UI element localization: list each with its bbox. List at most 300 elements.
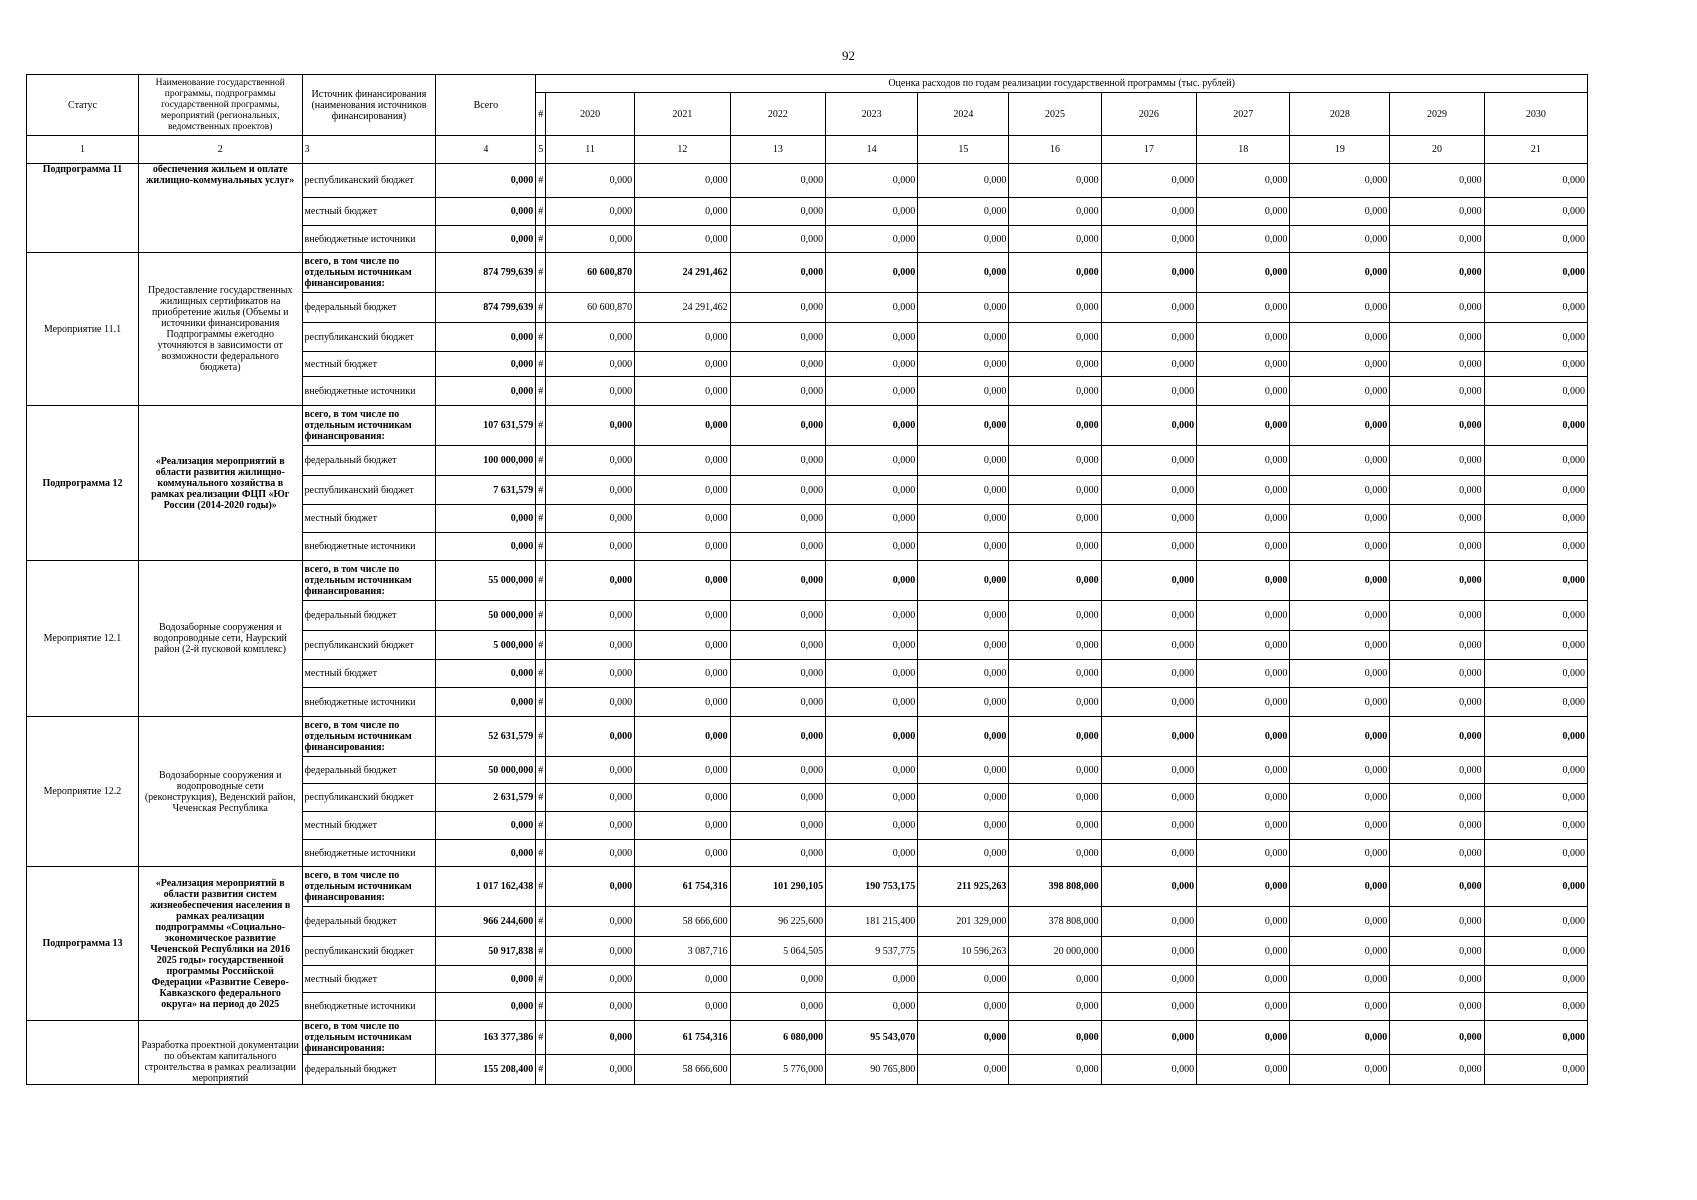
row-value: 0,000	[730, 631, 826, 660]
row-name: Водозаборные сооружения и водопроводные сети (реконструкция), Веденский район, Чеченская Республика	[138, 717, 302, 867]
row-value: 0,000	[1101, 757, 1197, 784]
row-value: 0,000	[1390, 164, 1484, 198]
row-value: 0,000	[546, 446, 635, 476]
row-total: 0,000	[436, 688, 536, 717]
row-value: 24 291,462	[635, 253, 731, 293]
row-hash: #	[536, 757, 546, 784]
row-value: 10 596,263	[918, 937, 1009, 966]
row-value: 0,000	[1197, 784, 1290, 812]
row-source: всего, в том числе по отдельным источникам финансирования:	[302, 406, 436, 446]
row-value: 0,000	[1484, 601, 1587, 631]
row-value: 0,000	[1197, 717, 1290, 757]
row-hash: #	[536, 867, 546, 907]
table-row	[27, 406, 1588, 446]
row-value: 0,000	[1009, 198, 1101, 226]
row-name: обеспечения жильем и оплате жилищно-коммунальных услуг»	[138, 164, 302, 253]
row-value: 0,000	[1009, 784, 1101, 812]
row-value: 0,000	[546, 476, 635, 505]
row-total: 50 000,000	[436, 601, 536, 631]
row-value: 0,000	[826, 757, 918, 784]
row-value: 0,000	[546, 812, 635, 840]
row-value: 0,000	[918, 406, 1009, 446]
row-value: 0,000	[1009, 476, 1101, 505]
row-value: 0,000	[1290, 406, 1390, 446]
row-value: 0,000	[1101, 164, 1197, 198]
row-value: 0,000	[635, 631, 731, 660]
row-value: 0,000	[546, 631, 635, 660]
row-status: Подпрограмма 11	[27, 164, 139, 253]
column-number: 2	[138, 136, 302, 164]
row-total: 107 631,579	[436, 406, 536, 446]
row-value: 0,000	[1484, 631, 1587, 660]
row-value: 0,000	[1290, 323, 1390, 352]
column-number: 12	[635, 136, 731, 164]
row-total: 0,000	[436, 660, 536, 688]
row-source: всего, в том числе по отдельным источникам финансирования:	[302, 1021, 436, 1055]
row-value: 0,000	[1484, 812, 1587, 840]
column-number: 18	[1197, 136, 1290, 164]
row-value: 0,000	[1009, 164, 1101, 198]
row-value: 0,000	[1484, 907, 1587, 937]
row-value: 0,000	[546, 352, 635, 377]
row-value: 0,000	[918, 352, 1009, 377]
row-value: 0,000	[1290, 377, 1390, 406]
row-status: Мероприятие 11.1	[27, 253, 139, 406]
row-value: 0,000	[1197, 631, 1290, 660]
row-source: местный бюджет	[302, 660, 436, 688]
row-value: 0,000	[1009, 323, 1101, 352]
row-value: 0,000	[635, 505, 731, 533]
row-value: 0,000	[826, 476, 918, 505]
row-total: 50 000,000	[436, 757, 536, 784]
row-value: 0,000	[1290, 784, 1390, 812]
row-value: 190 753,175	[826, 867, 918, 907]
row-value: 0,000	[1290, 840, 1390, 867]
row-source: местный бюджет	[302, 812, 436, 840]
row-value: 0,000	[1390, 253, 1484, 293]
row-value: 0,000	[1197, 505, 1290, 533]
row-value: 0,000	[826, 717, 918, 757]
row-value: 0,000	[1101, 1021, 1197, 1055]
row-value: 0,000	[1390, 784, 1484, 812]
row-value: 0,000	[1390, 323, 1484, 352]
row-value: 0,000	[826, 688, 918, 717]
row-value: 0,000	[826, 840, 918, 867]
row-value: 0,000	[918, 784, 1009, 812]
row-value: 0,000	[546, 660, 635, 688]
row-value: 0,000	[918, 323, 1009, 352]
row-status: Мероприятие 12.1	[27, 561, 139, 717]
row-value: 0,000	[1390, 561, 1484, 601]
row-value: 0,000	[1197, 601, 1290, 631]
row-value: 0,000	[730, 164, 826, 198]
row-source: федеральный бюджет	[302, 293, 436, 323]
row-value: 0,000	[1390, 717, 1484, 757]
row-hash: #	[536, 377, 546, 406]
row-value: 0,000	[918, 198, 1009, 226]
row-value: 0,000	[1484, 867, 1587, 907]
row-total: 0,000	[436, 966, 536, 993]
row-value: 0,000	[918, 660, 1009, 688]
row-value: 0,000	[1197, 688, 1290, 717]
row-value: 0,000	[1101, 993, 1197, 1021]
row-value: 0,000	[918, 293, 1009, 323]
row-value: 0,000	[1484, 352, 1587, 377]
row-value: 0,000	[546, 937, 635, 966]
row-value: 0,000	[635, 812, 731, 840]
row-value: 0,000	[546, 561, 635, 601]
row-value: 0,000	[1390, 446, 1484, 476]
row-total: 50 917,838	[436, 937, 536, 966]
column-number: 15	[918, 136, 1009, 164]
row-source: всего, в том числе по отдельным источникам финансирования:	[302, 717, 436, 757]
row-source: внебюджетные источники	[302, 993, 436, 1021]
row-value: 0,000	[826, 164, 918, 198]
row-value: 0,000	[1101, 323, 1197, 352]
header-year-2027: 2027	[1197, 93, 1290, 136]
row-value: 0,000	[826, 601, 918, 631]
row-value: 60 600,870	[546, 253, 635, 293]
row-value: 0,000	[546, 1021, 635, 1055]
row-source: местный бюджет	[302, 198, 436, 226]
row-value: 0,000	[918, 812, 1009, 840]
row-value: 0,000	[1290, 533, 1390, 561]
row-hash: #	[536, 907, 546, 937]
row-total: 100 000,000	[436, 446, 536, 476]
row-value: 0,000	[1009, 993, 1101, 1021]
row-value: 0,000	[1009, 660, 1101, 688]
row-value: 0,000	[635, 660, 731, 688]
row-name: «Реализация мероприятий в области развития жилищно-коммунального хозяйства в рамках реализации ФЦП «Юг России (2014-2020 годы)»	[138, 406, 302, 561]
row-value: 0,000	[1484, 937, 1587, 966]
row-value: 0,000	[730, 784, 826, 812]
row-value: 0,000	[826, 198, 918, 226]
row-value: 0,000	[635, 688, 731, 717]
row-value: 0,000	[1290, 446, 1390, 476]
row-value: 0,000	[1101, 660, 1197, 688]
table-row	[27, 253, 1588, 293]
row-value: 3 087,716	[635, 937, 731, 966]
row-source: местный бюджет	[302, 966, 436, 993]
row-value: 0,000	[1390, 757, 1484, 784]
row-value: 0,000	[1197, 323, 1290, 352]
row-value: 0,000	[1009, 688, 1101, 717]
row-value: 5 776,000	[730, 1055, 826, 1085]
row-value: 0,000	[730, 293, 826, 323]
row-value: 0,000	[826, 323, 918, 352]
row-value: 0,000	[1101, 717, 1197, 757]
table-body	[27, 164, 1588, 1085]
row-value: 0,000	[546, 323, 635, 352]
row-name: Предоставление государственных жилищных сертификатов на приобретение жилья (Объемы и источники финансирования Подпрограммы ежегодно уточняются в зависимости от возможности федерального бюджета)	[138, 253, 302, 406]
row-value: 0,000	[1101, 226, 1197, 253]
row-value: 0,000	[546, 406, 635, 446]
row-value: 0,000	[1009, 561, 1101, 601]
row-hash: #	[536, 406, 546, 446]
header-year-2029: 2029	[1390, 93, 1484, 136]
row-value: 0,000	[918, 631, 1009, 660]
row-hash: #	[536, 253, 546, 293]
table-row	[27, 867, 1588, 907]
row-value: 0,000	[918, 688, 1009, 717]
row-value: 0,000	[1484, 198, 1587, 226]
row-value: 0,000	[546, 601, 635, 631]
row-value: 0,000	[1009, 840, 1101, 867]
row-name: «Реализация мероприятий в области развития систем жизнеобеспечения населения в рамках реализации подпрограммы «Социально-экономическое развитие Чеченской Республики на 2016 2025 годы» государственной программы Российской Федерации «Развитие Северо-Кавказского федерального округа» на период до 2025	[138, 867, 302, 1021]
row-value: 0,000	[546, 907, 635, 937]
row-value: 0,000	[1290, 505, 1390, 533]
row-value: 0,000	[1390, 631, 1484, 660]
row-value: 0,000	[1197, 966, 1290, 993]
row-value: 0,000	[1484, 688, 1587, 717]
row-value: 0,000	[1290, 352, 1390, 377]
row-value: 0,000	[1390, 812, 1484, 840]
row-total: 163 377,386	[436, 1021, 536, 1055]
row-value: 0,000	[1290, 660, 1390, 688]
row-value: 0,000	[1009, 533, 1101, 561]
row-value: 0,000	[918, 446, 1009, 476]
header-year-2020: 2020	[546, 93, 635, 136]
row-hash: #	[536, 505, 546, 533]
header-source: Источник финансирования (наименования источников финансирования)	[302, 75, 436, 136]
row-value: 0,000	[730, 406, 826, 446]
row-value: 0,000	[1197, 253, 1290, 293]
row-value: 0,000	[1484, 406, 1587, 446]
row-value: 96 225,600	[730, 907, 826, 937]
column-number: 19	[1290, 136, 1390, 164]
row-value: 0,000	[1390, 840, 1484, 867]
row-total: 0,000	[436, 993, 536, 1021]
row-value: 0,000	[730, 966, 826, 993]
row-value: 9 537,775	[826, 937, 918, 966]
row-total: 0,000	[436, 505, 536, 533]
row-value: 0,000	[1390, 476, 1484, 505]
row-source: федеральный бюджет	[302, 1055, 436, 1085]
column-numbers-row	[27, 136, 1588, 164]
row-source: внебюджетные источники	[302, 377, 436, 406]
row-value: 0,000	[1484, 1021, 1587, 1055]
row-value: 0,000	[1101, 688, 1197, 717]
row-value: 0,000	[635, 323, 731, 352]
column-number: 21	[1484, 136, 1587, 164]
row-value: 0,000	[1197, 164, 1290, 198]
row-status: Подпрограмма 13	[27, 867, 139, 1021]
row-value: 0,000	[826, 352, 918, 377]
row-value: 0,000	[1009, 1055, 1101, 1085]
row-value: 0,000	[546, 757, 635, 784]
row-value: 0,000	[1009, 812, 1101, 840]
row-hash: #	[536, 476, 546, 505]
row-value: 0,000	[826, 377, 918, 406]
row-total: 966 244,600	[436, 907, 536, 937]
row-hash: #	[536, 323, 546, 352]
row-value: 0,000	[730, 352, 826, 377]
row-value: 0,000	[1290, 601, 1390, 631]
row-value: 0,000	[1197, 1055, 1290, 1085]
row-value: 0,000	[546, 993, 635, 1021]
row-value: 0,000	[1101, 784, 1197, 812]
column-number: 1	[27, 136, 139, 164]
row-hash: #	[536, 840, 546, 867]
row-value: 0,000	[1009, 966, 1101, 993]
header-year-2023: 2023	[826, 93, 918, 136]
row-value: 0,000	[1009, 406, 1101, 446]
row-value: 0,000	[635, 406, 731, 446]
row-value: 0,000	[635, 352, 731, 377]
header-name: Наименование государственной программы, подпрограммы государственной программы, мероприятий (региональных, ведомственных проектов)	[138, 75, 302, 136]
table-row	[27, 561, 1588, 601]
row-value: 0,000	[1484, 533, 1587, 561]
row-value: 0,000	[1484, 226, 1587, 253]
row-value: 0,000	[1009, 352, 1101, 377]
row-value: 0,000	[635, 717, 731, 757]
row-hash: #	[536, 446, 546, 476]
row-total: 0,000	[436, 812, 536, 840]
row-value: 0,000	[1197, 937, 1290, 966]
row-value: 378 808,000	[1009, 907, 1101, 937]
row-source: республиканский бюджет	[302, 476, 436, 505]
row-value: 0,000	[1197, 907, 1290, 937]
row-hash: #	[536, 993, 546, 1021]
row-value: 0,000	[1390, 601, 1484, 631]
row-value: 0,000	[1197, 993, 1290, 1021]
row-value: 0,000	[1197, 757, 1290, 784]
row-value: 0,000	[1009, 1021, 1101, 1055]
row-source: республиканский бюджет	[302, 164, 436, 198]
row-value: 0,000	[546, 505, 635, 533]
row-source: республиканский бюджет	[302, 631, 436, 660]
row-value: 0,000	[635, 446, 731, 476]
row-value: 0,000	[1197, 352, 1290, 377]
row-name: Водозаборные сооружения и водопроводные сети, Наурский район (2-й пусковой комплекс)	[138, 561, 302, 717]
row-value: 0,000	[1197, 198, 1290, 226]
row-value: 0,000	[918, 840, 1009, 867]
row-total: 0,000	[436, 352, 536, 377]
row-source: республиканский бюджет	[302, 937, 436, 966]
row-total: 52 631,579	[436, 717, 536, 757]
row-value: 0,000	[546, 867, 635, 907]
row-value: 0,000	[730, 757, 826, 784]
row-value: 0,000	[1101, 561, 1197, 601]
row-value: 0,000	[1197, 406, 1290, 446]
row-value: 0,000	[1101, 840, 1197, 867]
header-year-2030: 2030	[1484, 93, 1587, 136]
row-source: республиканский бюджет	[302, 323, 436, 352]
row-value: 0,000	[1290, 164, 1390, 198]
row-value: 0,000	[1484, 757, 1587, 784]
row-value: 0,000	[826, 812, 918, 840]
row-value: 0,000	[1484, 784, 1587, 812]
row-value: 0,000	[1197, 840, 1290, 867]
row-source: федеральный бюджет	[302, 601, 436, 631]
header-year-2024: 2024	[918, 93, 1009, 136]
row-value: 0,000	[730, 377, 826, 406]
row-value: 0,000	[1101, 1055, 1197, 1085]
row-value: 0,000	[826, 253, 918, 293]
row-value: 0,000	[635, 601, 731, 631]
budget-table	[26, 74, 1588, 1085]
row-source: всего, в том числе по отдельным источникам финансирования:	[302, 561, 436, 601]
row-value: 58 666,600	[635, 1055, 731, 1085]
row-value: 0,000	[1484, 164, 1587, 198]
row-hash: #	[536, 937, 546, 966]
row-value: 0,000	[730, 476, 826, 505]
row-value: 0,000	[1290, 476, 1390, 505]
row-value: 20 000,000	[1009, 937, 1101, 966]
row-value: 0,000	[546, 840, 635, 867]
row-value: 0,000	[1197, 1021, 1290, 1055]
row-value: 0,000	[730, 253, 826, 293]
row-value: 0,000	[918, 717, 1009, 757]
row-value: 0,000	[635, 757, 731, 784]
row-value: 0,000	[730, 323, 826, 352]
row-value: 0,000	[826, 966, 918, 993]
row-value: 0,000	[730, 446, 826, 476]
row-value: 211 925,263	[918, 867, 1009, 907]
row-value: 0,000	[1484, 1055, 1587, 1085]
row-value: 0,000	[1290, 631, 1390, 660]
row-value: 0,000	[1390, 993, 1484, 1021]
row-value: 0,000	[1197, 377, 1290, 406]
row-total: 0,000	[436, 533, 536, 561]
row-value: 0,000	[1390, 293, 1484, 323]
row-value: 0,000	[826, 561, 918, 601]
row-value: 0,000	[730, 688, 826, 717]
column-number: 20	[1390, 136, 1484, 164]
row-value: 0,000	[1101, 446, 1197, 476]
row-value: 0,000	[635, 840, 731, 867]
row-hash: #	[536, 631, 546, 660]
row-value: 0,000	[730, 840, 826, 867]
row-value: 0,000	[1390, 377, 1484, 406]
row-value: 0,000	[826, 505, 918, 533]
row-value: 0,000	[1101, 253, 1197, 293]
row-value: 0,000	[1390, 352, 1484, 377]
column-number: 14	[826, 136, 918, 164]
row-value: 0,000	[1197, 812, 1290, 840]
row-value: 0,000	[1197, 533, 1290, 561]
row-source: республиканский бюджет	[302, 784, 436, 812]
row-value: 0,000	[730, 812, 826, 840]
row-total: 0,000	[436, 198, 536, 226]
row-hash: #	[536, 226, 546, 253]
row-value: 0,000	[918, 757, 1009, 784]
row-total: 874 799,639	[436, 293, 536, 323]
row-value: 0,000	[1290, 688, 1390, 717]
row-value: 0,000	[1390, 966, 1484, 993]
row-source: внебюджетные источники	[302, 226, 436, 253]
row-value: 0,000	[1290, 993, 1390, 1021]
row-value: 0,000	[1390, 907, 1484, 937]
table-row	[27, 164, 1588, 198]
row-value: 0,000	[1009, 505, 1101, 533]
row-value: 0,000	[826, 631, 918, 660]
row-value: 0,000	[635, 966, 731, 993]
row-value: 0,000	[918, 966, 1009, 993]
row-value: 0,000	[1390, 937, 1484, 966]
column-number: 3	[302, 136, 436, 164]
row-value: 0,000	[1484, 446, 1587, 476]
row-value: 61 754,316	[635, 867, 731, 907]
row-hash: #	[536, 352, 546, 377]
row-value: 0,000	[1390, 660, 1484, 688]
row-hash: #	[536, 198, 546, 226]
row-value: 0,000	[1290, 907, 1390, 937]
header-year-2025: 2025	[1009, 93, 1101, 136]
row-value: 0,000	[1101, 198, 1197, 226]
row-value: 0,000	[1101, 812, 1197, 840]
row-value: 0,000	[1390, 198, 1484, 226]
